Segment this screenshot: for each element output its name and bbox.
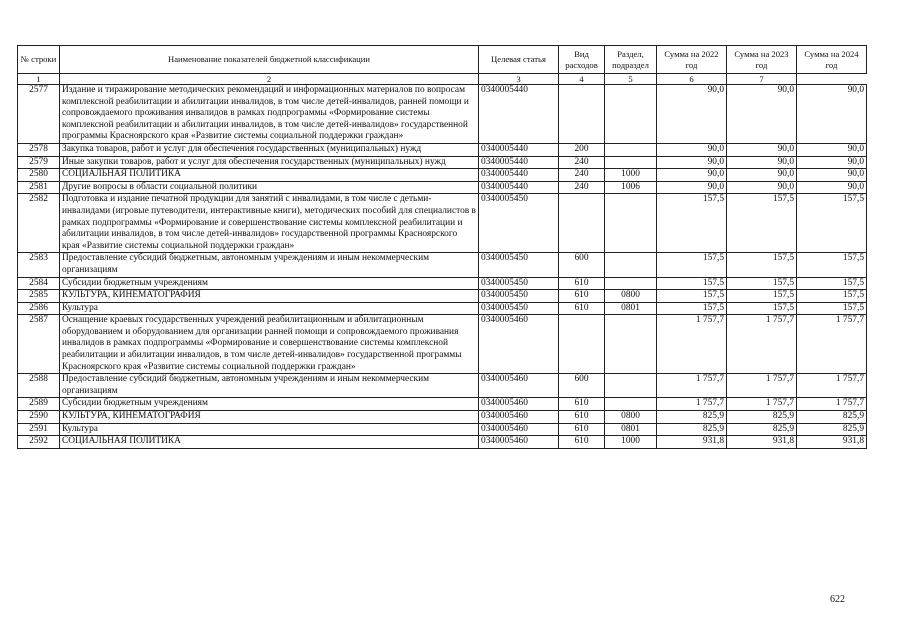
section-cell: 0800 (605, 290, 657, 303)
row-number-cell: 2584 (18, 277, 60, 290)
sum-2022-cell: 90,0 (657, 85, 727, 144)
sum-2023-cell: 90,0 (727, 156, 797, 169)
col-header-sum-2022: Сумма на 2022 год (657, 46, 727, 74)
sum-2023-cell: 157,5 (727, 290, 797, 303)
expense-type-cell: 610 (559, 436, 605, 449)
table-row (18, 423, 867, 436)
table-row (18, 411, 867, 424)
section-cell (605, 143, 657, 156)
sum-2023-cell: 157,5 (727, 253, 797, 277)
section-cell: 1000 (605, 169, 657, 182)
indicator-name-cell: КУЛЬТУРА, КИНЕМАТОГРАФИЯ (60, 411, 479, 424)
sum-2023-cell: 1 757,7 (727, 315, 797, 374)
sum-2022-cell: 90,0 (657, 156, 727, 169)
sum-2024-cell: 825,9 (797, 411, 867, 424)
row-number-cell: 2580 (18, 169, 60, 182)
row-number-cell: 2583 (18, 253, 60, 277)
sum-2023-cell: 825,9 (727, 411, 797, 424)
section-cell (605, 156, 657, 169)
table-row (18, 398, 867, 411)
row-number-cell: 2585 (18, 290, 60, 303)
table-row (18, 169, 867, 182)
indicator-name-cell: Субсидии бюджетным учреждениям (60, 398, 479, 411)
sum-2024-cell: 931,8 (797, 436, 867, 449)
sum-2022-cell: 1 757,7 (657, 315, 727, 374)
col-header-section: Раздел, подраздел (605, 46, 657, 74)
budget-table (17, 45, 867, 449)
table-row (18, 194, 867, 253)
target-article-cell: 0340005440 (479, 143, 559, 156)
col-number: 1 (18, 74, 60, 85)
expense-type-cell: 610 (559, 277, 605, 290)
sum-2024-cell: 90,0 (797, 143, 867, 156)
target-article-cell: 0340005450 (479, 277, 559, 290)
sum-2024-cell: 90,0 (797, 181, 867, 194)
target-article-cell: 0340005460 (479, 436, 559, 449)
target-article-cell: 0340005440 (479, 181, 559, 194)
target-article-cell: 0340005450 (479, 290, 559, 303)
indicator-name-cell: КУЛЬТУРА, КИНЕМАТОГРАФИЯ (60, 290, 479, 303)
table-row (18, 85, 867, 144)
row-number-cell: 2579 (18, 156, 60, 169)
sum-2022-cell: 825,9 (657, 411, 727, 424)
target-article-cell: 0340005440 (479, 85, 559, 144)
row-number-cell: 2577 (18, 85, 60, 144)
indicator-name-cell: Иные закупки товаров, работ и услуг для обеспечения государственных (муниципальных) нужд (60, 156, 479, 169)
col-number: 4 (559, 74, 605, 85)
sum-2022-cell: 157,5 (657, 277, 727, 290)
table-row (18, 156, 867, 169)
indicator-name-cell: Предоставление субсидий бюджетным, автономным учреждениям и иным некоммерческим организациям (60, 374, 479, 398)
expense-type-cell: 200 (559, 143, 605, 156)
row-number-cell: 2588 (18, 374, 60, 398)
sum-2023-cell: 157,5 (727, 302, 797, 315)
sum-2024-cell: 1 757,7 (797, 374, 867, 398)
expense-type-cell: 610 (559, 411, 605, 424)
indicator-name-cell: Издание и тиражирование методических рекомендаций и информационных материалов по вопросам комплексной реабилитации и абилитации инвалидов, в том числе детей-инвалидов, ранней помощи и сопровождаемого проживания инвалидов в рамках подпрограммы «Формирование системы комплексной реабилитации и абилитации инвалидов, в том числе детей-инвалидов» государственной программы Красноярского края «Развитие системы социальной поддержки граждан» (60, 85, 479, 144)
table-row (18, 277, 867, 290)
indicator-name-cell: Закупка товаров, работ и услуг для обеспечения государственных (муниципальных) нужд (60, 143, 479, 156)
sum-2022-cell: 90,0 (657, 181, 727, 194)
sum-2024-cell: 90,0 (797, 169, 867, 182)
indicator-name-cell: Культура (60, 302, 479, 315)
column-number-row (18, 74, 867, 85)
row-number-cell: 2586 (18, 302, 60, 315)
section-cell (605, 194, 657, 253)
sum-2023-cell: 931,8 (727, 436, 797, 449)
indicator-name-cell: Субсидии бюджетным учреждениям (60, 277, 479, 290)
sum-2024-cell: 1 757,7 (797, 398, 867, 411)
expense-type-cell: 610 (559, 423, 605, 436)
sum-2023-cell: 90,0 (727, 169, 797, 182)
indicator-name-cell: СОЦИАЛЬНАЯ ПОЛИТИКА (60, 169, 479, 182)
col-header-sum-2024: Сумма на 2024 год (797, 46, 867, 74)
expense-type-cell: 610 (559, 290, 605, 303)
col-number: 6 (657, 74, 727, 85)
target-article-cell: 0340005460 (479, 315, 559, 374)
row-number-cell: 2581 (18, 181, 60, 194)
sum-2024-cell: 1 757,7 (797, 315, 867, 374)
target-article-cell: 0340005440 (479, 156, 559, 169)
sum-2024-cell: 157,5 (797, 194, 867, 253)
section-cell (605, 253, 657, 277)
row-number-cell: 2589 (18, 398, 60, 411)
target-article-cell: 0340005460 (479, 423, 559, 436)
col-number: 7 (727, 74, 797, 85)
section-cell: 1006 (605, 181, 657, 194)
sum-2022-cell: 157,5 (657, 194, 727, 253)
section-cell: 0801 (605, 302, 657, 315)
target-article-cell: 0340005440 (479, 169, 559, 182)
col-number: 3 (479, 74, 559, 85)
expense-type-cell: 610 (559, 398, 605, 411)
page-number: 622 (830, 594, 845, 605)
table-row (18, 143, 867, 156)
sum-2022-cell: 825,9 (657, 423, 727, 436)
sum-2023-cell: 157,5 (727, 194, 797, 253)
target-article-cell: 0340005450 (479, 253, 559, 277)
sum-2023-cell: 1 757,7 (727, 374, 797, 398)
indicator-name-cell: Подготовка и издание печатной продукции для занятий с инвалидами, в том числе с детьми-инвалидами (игровые путеводители, интерактивные книги), методических пособий для специалистов в рамках подпрограммы «Формирование и совершенствование системы комплексной реабилитации и абилитации инвалидов, в том числе детей-инвалидов» государственной программы Красноярского края «Развитие системы социальной поддержки граждан» (60, 194, 479, 253)
indicator-name-cell: СОЦИАЛЬНАЯ ПОЛИТИКА (60, 436, 479, 449)
col-header-name: Наименование показателей бюджетной классификации (60, 46, 479, 74)
indicator-name-cell: Культура (60, 423, 479, 436)
expense-type-cell: 240 (559, 169, 605, 182)
table-row (18, 374, 867, 398)
sum-2022-cell: 931,8 (657, 436, 727, 449)
section-cell (605, 315, 657, 374)
col-header-target: Целевая статья (479, 46, 559, 74)
sum-2022-cell: 90,0 (657, 169, 727, 182)
col-header-expense-type: Вид расходов (559, 46, 605, 74)
section-cell: 1000 (605, 436, 657, 449)
table-row (18, 315, 867, 374)
expense-type-cell: 240 (559, 156, 605, 169)
sum-2024-cell: 157,5 (797, 253, 867, 277)
sum-2022-cell: 1 757,7 (657, 398, 727, 411)
row-number-cell: 2591 (18, 423, 60, 436)
col-number: 2 (60, 74, 479, 85)
expense-type-cell: 600 (559, 374, 605, 398)
expense-type-cell (559, 85, 605, 144)
sum-2022-cell: 90,0 (657, 143, 727, 156)
expense-type-cell: 610 (559, 302, 605, 315)
sum-2024-cell: 825,9 (797, 423, 867, 436)
sum-2023-cell: 90,0 (727, 143, 797, 156)
target-article-cell: 0340005450 (479, 194, 559, 253)
row-number-cell: 2592 (18, 436, 60, 449)
row-number-cell: 2587 (18, 315, 60, 374)
sum-2024-cell: 90,0 (797, 85, 867, 144)
header-row (18, 46, 867, 74)
indicator-name-cell: Оснащение краевых государственных учреждений реабилитационным и абилитационным оборудованием и оборудованием для организации ранней помощи и сопровождаемого проживания инвалидов в рамках подпрограммы «Формирование и совершенствование системы комплексной реабилитации и абилитации инвалидов, в том числе детей-инвалидов» государственной программы Красноярского края «Развитие системы социальной поддержки граждан» (60, 315, 479, 374)
expense-type-cell: 600 (559, 253, 605, 277)
section-cell: 0800 (605, 411, 657, 424)
section-cell (605, 374, 657, 398)
col-header-row-no: № строки (18, 46, 60, 74)
sum-2024-cell: 157,5 (797, 302, 867, 315)
sum-2024-cell: 157,5 (797, 290, 867, 303)
table-row (18, 436, 867, 449)
sum-2023-cell: 825,9 (727, 423, 797, 436)
expense-type-cell (559, 194, 605, 253)
target-article-cell: 0340005460 (479, 398, 559, 411)
sum-2022-cell: 1 757,7 (657, 374, 727, 398)
sum-2024-cell: 157,5 (797, 277, 867, 290)
col-header-sum-2023: Сумма на 2023 год (727, 46, 797, 74)
row-number-cell: 2590 (18, 411, 60, 424)
row-number-cell: 2578 (18, 143, 60, 156)
section-cell (605, 277, 657, 290)
sum-2023-cell: 1 757,7 (727, 398, 797, 411)
sum-2024-cell: 90,0 (797, 156, 867, 169)
table-row (18, 181, 867, 194)
section-cell: 0801 (605, 423, 657, 436)
row-number-cell: 2582 (18, 194, 60, 253)
target-article-cell: 0340005460 (479, 374, 559, 398)
table-row (18, 253, 867, 277)
table-body (18, 85, 867, 449)
sum-2022-cell: 157,5 (657, 302, 727, 315)
table-row (18, 302, 867, 315)
indicator-name-cell: Предоставление субсидий бюджетным, автономным учреждениям и иным некоммерческим организациям (60, 253, 479, 277)
indicator-name-cell: Другие вопросы в области социальной политики (60, 181, 479, 194)
expense-type-cell (559, 315, 605, 374)
target-article-cell: 0340005450 (479, 302, 559, 315)
sum-2022-cell: 157,5 (657, 290, 727, 303)
sum-2023-cell: 90,0 (727, 85, 797, 144)
section-cell (605, 398, 657, 411)
target-article-cell: 0340005460 (479, 411, 559, 424)
sum-2022-cell: 157,5 (657, 253, 727, 277)
col-number: 5 (605, 74, 657, 85)
table-row (18, 290, 867, 303)
section-cell (605, 85, 657, 144)
sum-2023-cell: 157,5 (727, 277, 797, 290)
expense-type-cell: 240 (559, 181, 605, 194)
sum-2023-cell: 90,0 (727, 181, 797, 194)
